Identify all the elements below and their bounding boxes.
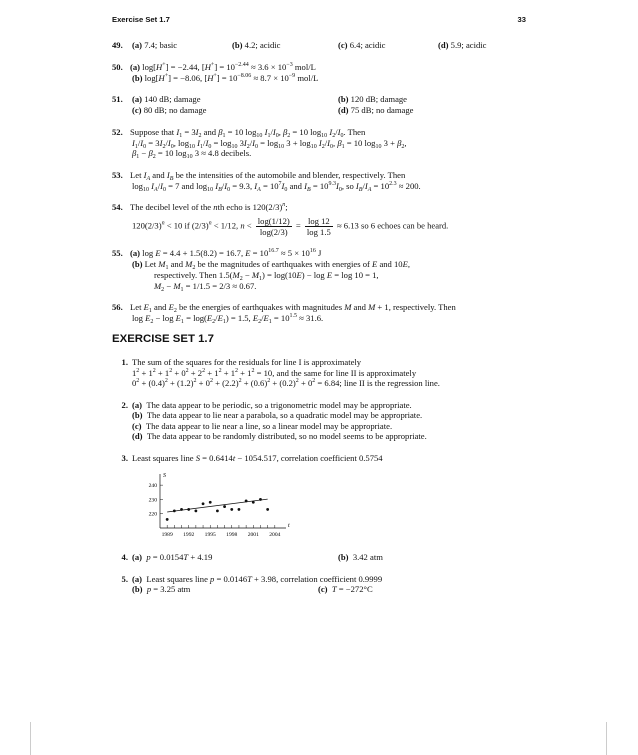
x-tick-label: 1989 <box>161 531 173 538</box>
problem-56: 56. Let $E_1$ and $E_2$ be the energies of earthquakes with magnitudes M and M + 1, respectively. Then $\log E_2 - \log E_1 = \log(E_2/E_1) = 1.5$, $E_2/E_1 = 10^{1.5} \approx 31.6$. <box>112 302 456 325</box>
data-point <box>230 508 233 511</box>
y-tick-label: 230 <box>148 497 157 504</box>
x-tick-label: 2001 <box>247 531 259 538</box>
problem-50: 50. (a) log[H+] = −2.44, $[H^+] = 10^{-2.44} \approx 3.6 \times 10^{-3}$ mol/L (b) log[H+] = −8.06, $[H^+] = 10^{-8.06} \approx 8.7 \times 10^{-9}$ mol/L <box>112 62 319 83</box>
data-point <box>259 498 262 501</box>
header-title: Exercise Set 1.7 <box>112 15 170 24</box>
exercise-2: 2. (a) The data appear to be periodic, so a trigonometric model may be appropriate. (b) The data appear to lie near a parabola, so a quadratic model may be appropriate. (c) The data appear to lie near a line, so a linear model may be appropriate. (d) The data appear to be randomly distributed, so no model seems to be appropriate. <box>121 399 427 442</box>
exercise-3: 3. Least squares line S = 0.6414t − 1054.517, correlation coefficient 0.5754 1989 1992 1995 1998 2001 2004 220 230 240 t S <box>112 453 528 544</box>
data-point <box>245 499 248 502</box>
data-point <box>266 508 269 511</box>
side-rule-right <box>606 722 607 755</box>
y-tick-label: 220 <box>148 511 157 518</box>
page-content <box>112 40 528 606</box>
exercise-4: 4. (a) p = 0.0154T + 4.19 (b) 3.42 atm <box>121 551 383 562</box>
problem-52: 52. Suppose that $I_1 = 3I_2$ and $\beta_1 = 10$ $\log_{10} I_1/I_0$, $\beta_2 = 10$ $\log_{10} I_2/I_0$. Then $I_1/I_0 = 3I_2/I_0$, $\log_{10} I_1/I_0 = \log_{10} 3I_2/I_0 = \log_{10} 3 + \log_{10} I_2/I_0$, $\beta_1 = 10$ $\log_{10} 3 + \beta_2$, $\beta_1 - \beta_2 = 10$ $\log_{10} 3 \approx 4.8$ decibels. <box>112 127 407 161</box>
data-point <box>180 508 183 511</box>
data-point <box>173 509 176 512</box>
x-tick-label: 2004 <box>269 531 281 538</box>
section-heading: EXERCISE SET 1.7 <box>112 333 214 346</box>
y-axis-label: S <box>163 472 166 479</box>
x-tick-label: 1998 <box>226 531 238 538</box>
side-rule-left <box>30 722 31 755</box>
x-tick-label: 1995 <box>204 531 216 538</box>
data-point <box>166 518 169 521</box>
problem-53: 53. Let $I_A$ and $I_B$ be the intensities of the automobile and blender, respectively. Then $\log_{10} I_A/I_0 = 7$ and $\log_{10} I_B/I_0 = 9.3$, $I_A = 10^7I_0$ and $I_B = 10^{9.3}I_0$, so $I_B/I_A = 10^{2.3} \approx 200$. <box>112 169 421 193</box>
data-point <box>187 508 190 511</box>
data-point <box>194 509 197 512</box>
problem-55: 55. (a) log E = 4.4 + 1.5(8.2) = 16.7, $E = 10^{16.7} \approx 5 \times 10^{16}$ J (b) Let $M_1$ and $M_2$ be the magnitudes of earthquakes with energies of E and 10E, respectively. Then $1.5(M_2 - M_1) = \log(10E) - \log E = \log 10 = 1$, $M_2 - M_1 = 1/1.5 = 2/3 \approx 0.67$. <box>112 247 411 293</box>
y-tick-label: 240 <box>148 482 157 489</box>
data-point <box>209 501 212 504</box>
running-header <box>112 15 526 26</box>
x-axis-label: t <box>288 522 290 529</box>
scatter-plot-svg <box>132 470 292 544</box>
page-number: 33 <box>517 15 526 24</box>
exercise-5: 5. (a) Least squares line p = 0.0146T + 3.98, correlation coefficient 0.9999 (b) p = 3.25 atm (c) T = −272°C <box>121 573 383 595</box>
problem-51: 51. (a) 140 dB; damage (b) 120 dB; damage (c) 80 dB; no damage (d) 75 dB; no damage <box>112 94 414 116</box>
data-point <box>238 508 241 511</box>
scatter-plot <box>132 470 292 544</box>
problem-54: 54. The decibel level of the nth echo is $120(2/3)^n$; $120(2/3)^n < 10$ if $(2/3)^n < 1/12$, n < $\frac{\log(1/12)}{\log(2/3)}$ = $\frac{\log 12}{\log 1.5}$ ≈ 6.13 so 6 echoes can be heard. <box>112 202 449 237</box>
exercise-1: 1. The sum of the squares for the residuals for line I is approximately $1^2 + 1^2 + 1^2 + 0^2 + 2^2 + 1^2 + 1^2 + 1^2 = 10$, and the same for line II is approximately $0^2 + (0.4)^2 + (1.2)^2 + 0^2 + (2.2)^2 + (0.6)^2 + (0.2)^2 + 0^2 = 6.84$; line II is the regression line. <box>121 356 440 389</box>
problem-49: 49. (a) 7.4; basic (b) 4.2; acidic (c) 6.4; acidic (d) 5.9; acidic <box>112 40 487 50</box>
data-point <box>202 502 205 505</box>
data-point <box>252 501 255 504</box>
data-point <box>216 509 219 512</box>
data-point <box>223 505 226 508</box>
x-tick-label: 1992 <box>183 531 195 538</box>
